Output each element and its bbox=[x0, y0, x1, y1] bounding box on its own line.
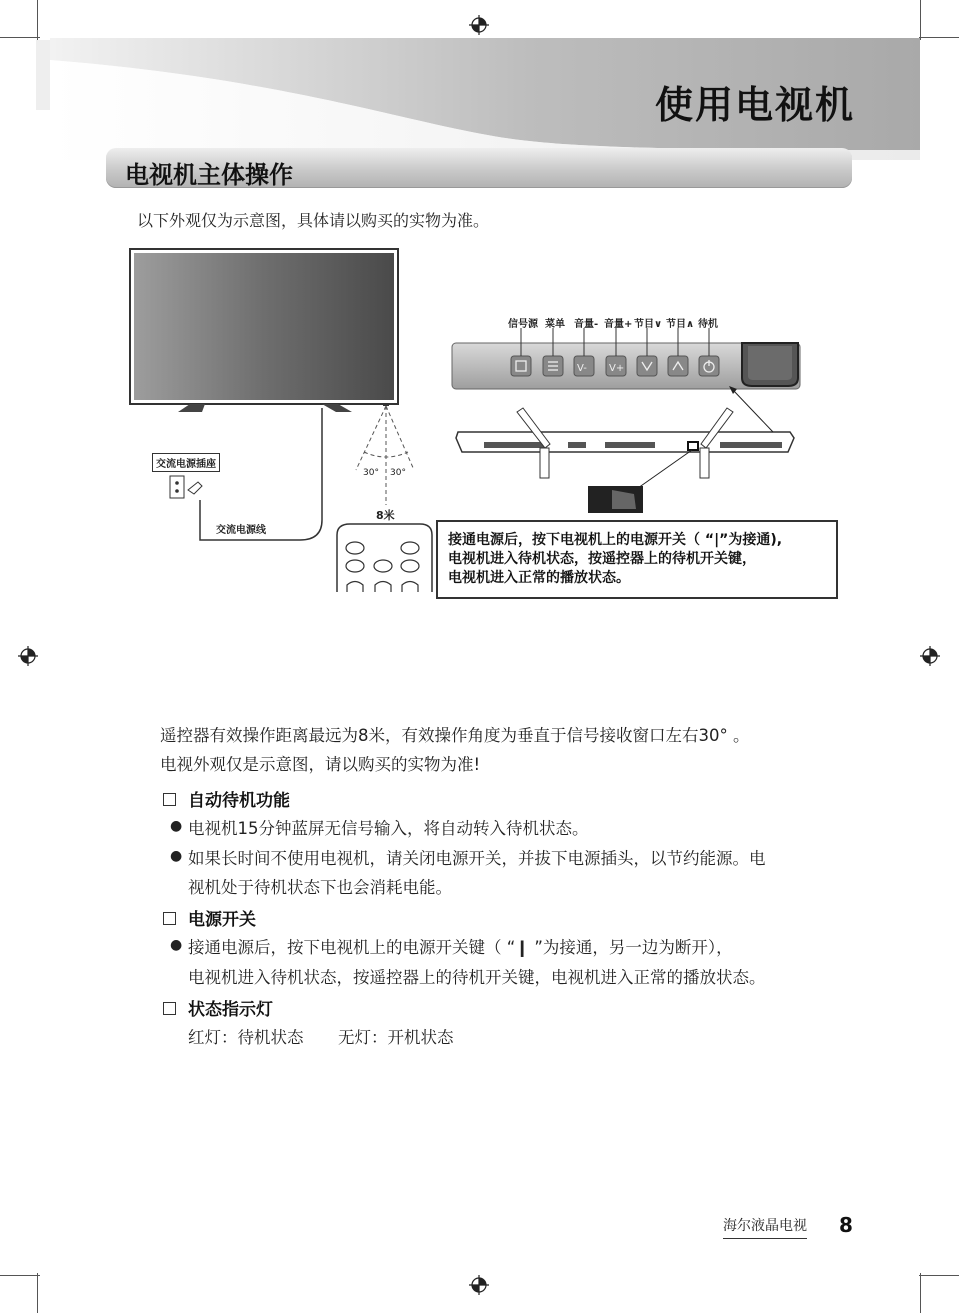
status-red-text: 红灯：待机状态 bbox=[188, 1028, 304, 1047]
ac-socket-label: 交流电源插座 bbox=[152, 453, 220, 472]
ac-cord-label: 交流电源线 bbox=[216, 525, 266, 536]
bullet-icon: ● bbox=[170, 937, 183, 953]
power-switch-item: 接通电源后，按下电视机上的电源开关键（ “❙ ”为接通，另一边为断开）， bbox=[188, 938, 733, 957]
bullet-icon: ● bbox=[170, 848, 183, 864]
power-switch-heading: 电源开关 bbox=[163, 905, 256, 930]
section-title: 电视机主体操作 bbox=[125, 161, 293, 189]
checkbox-icon bbox=[163, 912, 176, 925]
auto-standby-heading: 自动待机功能 bbox=[163, 786, 290, 811]
button-label-vol-down: 音量- bbox=[574, 319, 599, 330]
auto-standby-item: 视机处于待机状态下也会消耗电能。 bbox=[188, 878, 452, 897]
appearance-note-text: 电视外观仅是示意图，请以购买的实物为准! bbox=[160, 755, 481, 774]
note-line: 接通电源后，按下电视机上的电源开关（ “|”为接通), bbox=[448, 532, 783, 548]
button-label-ch-down: 节目∨ bbox=[634, 319, 663, 330]
status-none-text: 无灯：开机状态 bbox=[338, 1028, 454, 1047]
button-label-source: 信号源 bbox=[508, 319, 538, 330]
remote-range-text: 遥控器有效操作距离最远为8米，有效操作角度为垂直于信号接收窗口左右30° 。 bbox=[160, 726, 750, 745]
page-title: 使用电视机 bbox=[654, 83, 855, 127]
checkbox-icon bbox=[163, 793, 176, 806]
button-label-ch-up: 节目∧ bbox=[666, 319, 695, 330]
note-line: 电视机进入正常的播放状态。 bbox=[448, 570, 630, 586]
checkbox-icon bbox=[163, 1002, 176, 1015]
svg-text:V-: V- bbox=[577, 363, 587, 374]
intro-text: 以下外观仅为示意图，具体请以购买的实物为准。 bbox=[137, 211, 490, 230]
angle-right-label: 30° bbox=[390, 468, 406, 478]
button-label-vol-up: 音量+ bbox=[604, 319, 633, 330]
footer-brand: 海尔液晶电视 bbox=[723, 1215, 807, 1239]
auto-standby-item: 如果长时间不使用电视机，请关闭电源开关，并拔下电源插头，以节约能源。电 bbox=[188, 849, 766, 868]
note-box bbox=[436, 520, 838, 599]
bullet-icon: ● bbox=[170, 818, 183, 834]
button-label-standby: 待机 bbox=[698, 319, 718, 330]
svg-text:V+: V+ bbox=[609, 363, 625, 374]
distance-label: 8米 bbox=[376, 509, 395, 522]
page-number: 8 bbox=[839, 1213, 853, 1237]
note-line: 电视机进入待机状态，按遥控器上的待机开关键， bbox=[448, 551, 756, 567]
angle-left-label: 30° bbox=[363, 468, 379, 478]
status-light-heading: 状态指示灯 bbox=[163, 995, 273, 1020]
auto-standby-item: 电视机15分钟蓝屏无信号输入，将自动转入待机状态。 bbox=[188, 819, 589, 838]
power-switch-item: 电视机进入待机状态，按遥控器上的待机开关键，电视机进入正常的播放状态。 bbox=[188, 968, 766, 987]
button-label-menu: 菜单 bbox=[545, 319, 565, 330]
